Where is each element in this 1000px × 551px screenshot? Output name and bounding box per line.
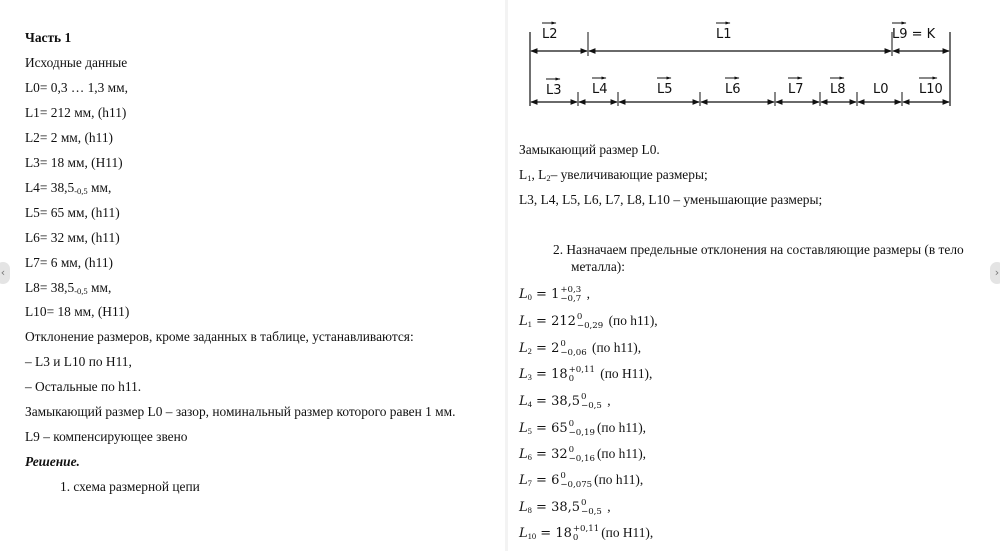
part-heading: Часть 1 — [25, 30, 72, 45]
step-2: 2. Назначаем предельные отклонения на составляющие размеры (в тело — [553, 242, 964, 257]
formula-l0: $L_0 = 1$ +0,3 −0,7 , — [519, 285, 590, 304]
label-l3: L3 — [546, 83, 562, 98]
label-l8: L8 — [830, 82, 846, 97]
decreasing-links: L3, L4, L5, L6, L7, L8, L10 – уменьшающие размеры; — [519, 192, 823, 207]
label-l4: L4 — [592, 82, 608, 97]
label-l10: L10 — [919, 82, 943, 97]
dash-line-h11-rest: – Остальные по h11. — [25, 379, 142, 394]
formula-l7: $L_7 = 6$ 0 −0,075 (по h11), — [519, 471, 644, 490]
label-l2: L2 — [542, 27, 558, 42]
dimension-chain-diagram — [520, 18, 960, 110]
compensating-note: L9 – компенсирующее звено — [25, 429, 188, 444]
source-data-title: Исходные данные — [25, 55, 128, 70]
formula-l4: $L_4 = 38,5$ 0 −0,5 , — [519, 392, 611, 411]
param-l0: L0= 0,3 … 1,3 мм, — [25, 80, 128, 95]
closing-note: Замыкающий размер L0 – зазор, номинальный размер которого равен 1 мм. — [25, 404, 456, 419]
increasing-links: $L_1$, $L_2-$ увеличивающие размеры; — [519, 167, 708, 183]
label-l1: L1 — [716, 27, 732, 42]
deviation-note: Отклонение размеров, кроме заданных в таблице, устанавливаются: — [25, 329, 414, 344]
prev-page-arrow-icon[interactable]: ‹ — [0, 262, 10, 284]
dash-line-h11-upper: – L3 и L10 по H11, — [25, 354, 132, 369]
formula-l8: $L_8 = 38,5$ 0 −0,5 , — [519, 498, 611, 517]
closing-link: Замыкающий размер L0. — [519, 142, 660, 157]
formula-l6: $L_6 = 32$ 0 −0,16 (по h11), — [519, 445, 647, 464]
formula-l3: $L_3 = 18$ +0,11 0 (по H11), — [519, 365, 653, 384]
param-l6: L6= 32 мм, (h11) — [25, 230, 120, 245]
param-l8: $L8= 38,5_{-0,5}$ мм, — [25, 280, 112, 296]
next-page-arrow-icon[interactable]: › — [990, 262, 1000, 284]
param-l3: L3= 18 мм, (H11) — [25, 155, 123, 170]
param-l7: L7= 6 мм, (h11) — [25, 255, 113, 270]
label-l9: L9 = K — [892, 27, 936, 42]
param-l5: L5= 65 мм, (h11) — [25, 205, 120, 220]
label-l5: L5 — [657, 82, 673, 97]
param-l4: $L4= 38,5_{-0,5}$ мм, — [25, 180, 112, 196]
param-l2: L2= 2 мм, (h11) — [25, 130, 113, 145]
formula-l10: $L_{10} = 18$ +0,11 0 (по H11), — [519, 524, 654, 543]
param-l1: L1= 212 мм, (h11) — [25, 105, 127, 120]
label-l0: L0 — [873, 82, 889, 97]
solution-label: Решение. — [25, 454, 80, 469]
label-l6: L6 — [725, 82, 741, 97]
param-l10: L10= 18 мм, (H11) — [25, 304, 130, 319]
formula-l5: $L_5 = 65$ 0 −0,19 (по h11), — [519, 419, 647, 438]
step-1: 1. схема размерной цепи — [60, 479, 200, 494]
formula-l2: $L_2 = 2$ 0 −0,06 (по h11), — [519, 339, 642, 358]
label-l7: L7 — [788, 82, 804, 97]
step-2-cont: металла): — [571, 259, 625, 274]
formula-l1: $L_1 = 212$ 0 −0,29 (по h11), — [519, 312, 658, 331]
